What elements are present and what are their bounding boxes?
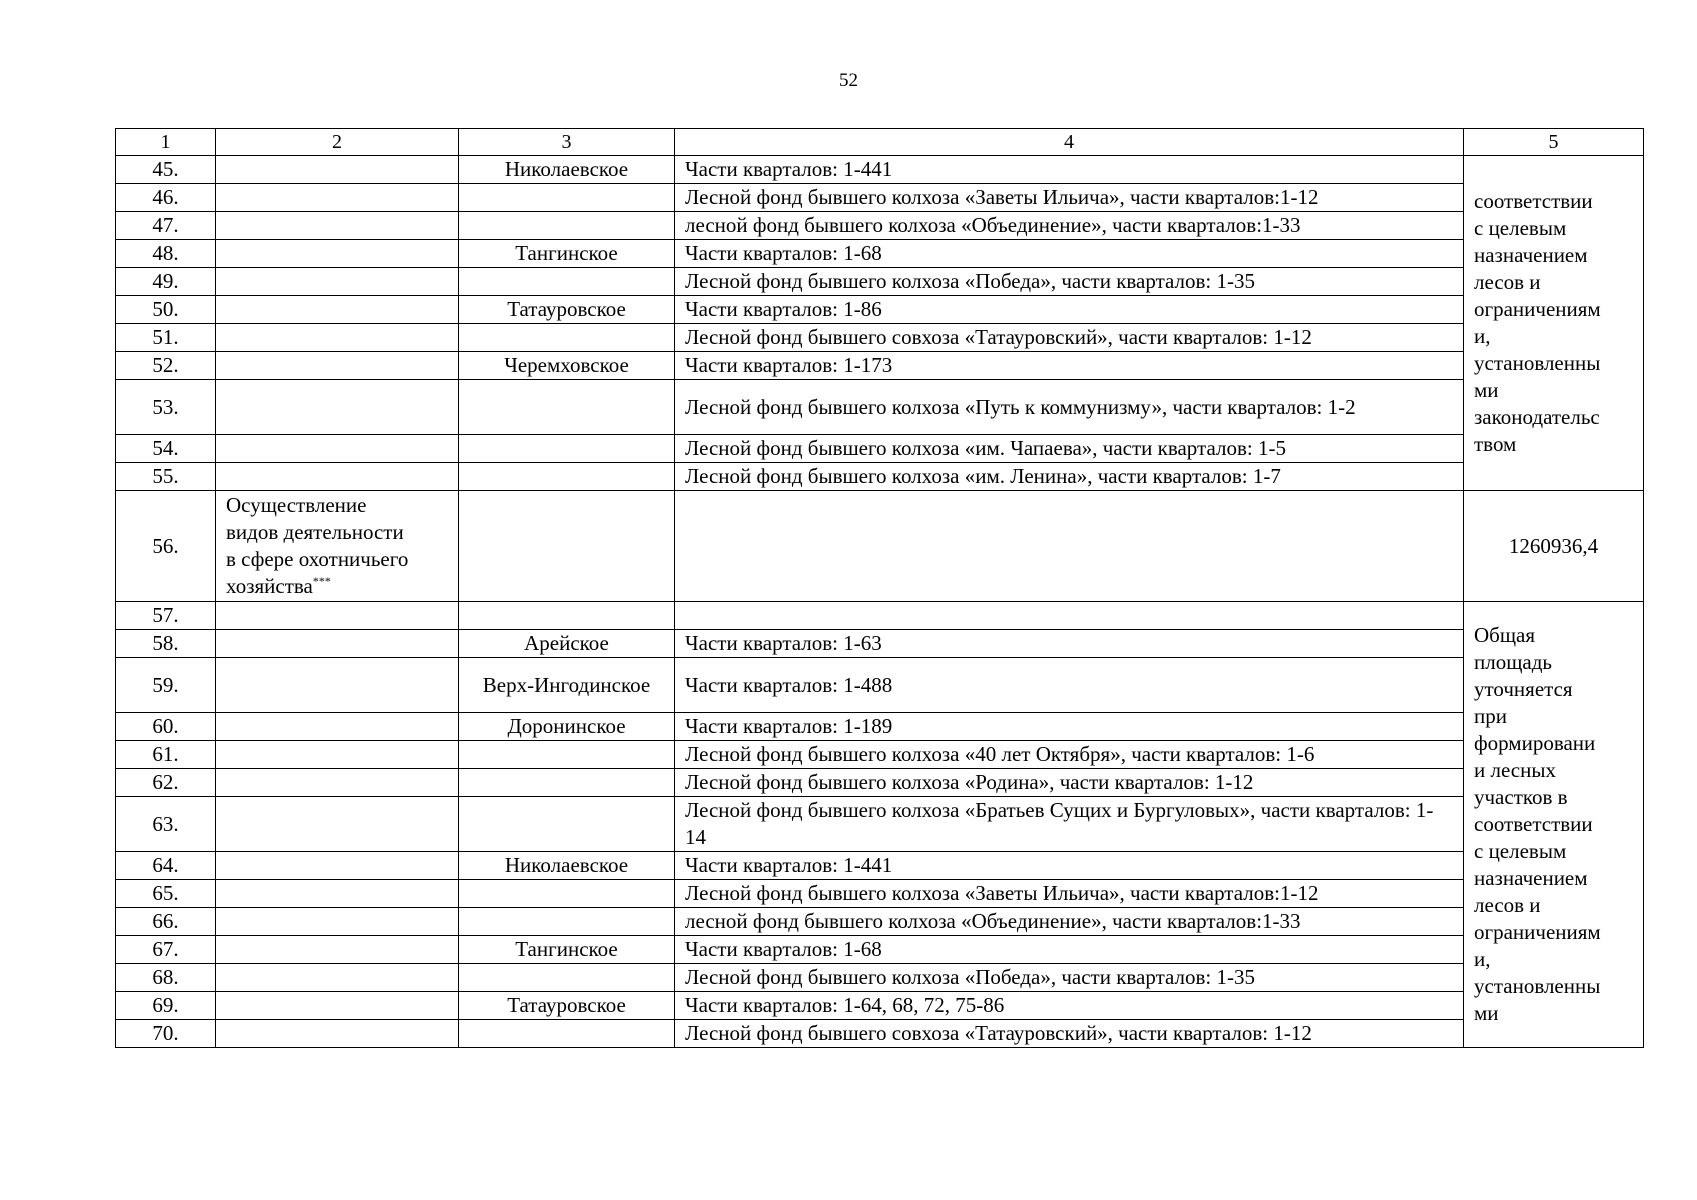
forestry-cell: Николаевское bbox=[459, 156, 675, 184]
activity-cell bbox=[216, 352, 459, 380]
row-number: 56. bbox=[116, 491, 216, 602]
table-row bbox=[116, 212, 1644, 240]
activity-cell bbox=[216, 769, 459, 797]
row-number: 65. bbox=[116, 880, 216, 908]
note-line: соответствии bbox=[1474, 812, 1593, 836]
activity-cell bbox=[216, 602, 459, 630]
activity-cell bbox=[216, 741, 459, 769]
table-row bbox=[116, 240, 1644, 268]
note-line: формировани bbox=[1474, 731, 1596, 755]
table-row bbox=[116, 268, 1644, 296]
forestry-cell bbox=[459, 324, 675, 352]
activity-cell bbox=[216, 240, 459, 268]
activity-line: Осуществление bbox=[226, 493, 367, 517]
footnote-marker: *** bbox=[312, 574, 331, 588]
location-cell: Лесной фонд бывшего колхоза «Путь к коммунизму», части кварталов: 1-2 bbox=[675, 380, 1464, 435]
location-cell: Лесной фонд бывшего совхоза «Татауровский», части кварталов: 1-12 bbox=[675, 1020, 1464, 1048]
row-number: 70. bbox=[116, 1020, 216, 1048]
page-number: 52 bbox=[839, 70, 858, 91]
row-number: 45. bbox=[116, 156, 216, 184]
table-row bbox=[116, 769, 1644, 797]
location-cell: Части кварталов: 1-63 bbox=[675, 630, 1464, 658]
forestry-cell bbox=[459, 769, 675, 797]
row-number: 51. bbox=[116, 324, 216, 352]
forestry-cell bbox=[459, 908, 675, 936]
table-row bbox=[116, 797, 1644, 852]
activity-line-text: хозяйства bbox=[226, 574, 313, 598]
header-col-3: 3 bbox=[459, 129, 675, 156]
activity-cell bbox=[216, 713, 459, 741]
location-cell bbox=[675, 602, 1464, 630]
activity-cell bbox=[216, 936, 459, 964]
table-row bbox=[116, 491, 1644, 602]
activity-cell bbox=[216, 1020, 459, 1048]
activity-cell bbox=[216, 463, 459, 491]
row-number: 55. bbox=[116, 463, 216, 491]
activity-cell bbox=[216, 908, 459, 936]
table-row bbox=[116, 380, 1644, 435]
row-number: 58. bbox=[116, 630, 216, 658]
row-number: 54. bbox=[116, 435, 216, 463]
forestry-cell: Черемховское bbox=[459, 352, 675, 380]
location-cell: Части кварталов: 1-68 bbox=[675, 936, 1464, 964]
header-col-1: 1 bbox=[116, 129, 216, 156]
location-cell: Части кварталов: 1-64, 68, 72, 75-86 bbox=[675, 992, 1464, 1020]
table-row bbox=[116, 852, 1644, 880]
table-row bbox=[116, 435, 1644, 463]
location-cell: Лесной фонд бывшего колхоза «Победа», части кварталов: 1-35 bbox=[675, 268, 1464, 296]
forestry-cell bbox=[459, 463, 675, 491]
location-cell: Лесной фонд бывшего колхоза «им. Чапаева», части кварталов: 1-5 bbox=[675, 435, 1464, 463]
table-row bbox=[116, 184, 1644, 212]
note-line: назначением bbox=[1474, 866, 1588, 890]
table-row bbox=[116, 936, 1644, 964]
location-cell: Лесной фонд бывшего колхоза «Победа», части кварталов: 1-35 bbox=[675, 964, 1464, 992]
row-number: 63. bbox=[116, 797, 216, 852]
activity-cell bbox=[216, 268, 459, 296]
location-cell: Части кварталов: 1-68 bbox=[675, 240, 1464, 268]
row-number: 60. bbox=[116, 713, 216, 741]
table-row bbox=[116, 324, 1644, 352]
forestry-cell: Тангинское bbox=[459, 240, 675, 268]
activity-cell bbox=[216, 852, 459, 880]
location-cell: Части кварталов: 1-441 bbox=[675, 852, 1464, 880]
forestry-cell: Татауровское bbox=[459, 296, 675, 324]
table-row bbox=[116, 658, 1644, 713]
activity-cell bbox=[216, 658, 459, 713]
forestry-cell: Арейское bbox=[459, 630, 675, 658]
table-row bbox=[116, 352, 1644, 380]
note-line: законодательс bbox=[1474, 405, 1600, 429]
header-col-4: 4 bbox=[675, 129, 1464, 156]
activity-cell bbox=[216, 156, 459, 184]
activity-cell bbox=[216, 797, 459, 852]
table-header-row bbox=[116, 129, 1644, 156]
forestry-cell: Верх-Ингодинское bbox=[459, 658, 675, 713]
table-row bbox=[116, 630, 1644, 658]
note-line: установленны bbox=[1474, 351, 1601, 375]
activity-cell bbox=[216, 491, 459, 602]
row-number: 68. bbox=[116, 964, 216, 992]
row-number: 49. bbox=[116, 268, 216, 296]
note-line: ми bbox=[1474, 1001, 1499, 1025]
location-cell: Лесной фонд бывшего колхоза «40 лет Октября», части кварталов: 1-6 bbox=[675, 741, 1464, 769]
row-number: 57. bbox=[116, 602, 216, 630]
forestry-cell bbox=[459, 797, 675, 852]
row-number: 66. bbox=[116, 908, 216, 936]
forestry-cell bbox=[459, 184, 675, 212]
note-line: лесов и bbox=[1474, 893, 1541, 917]
table-row bbox=[116, 992, 1644, 1020]
row-number: 46. bbox=[116, 184, 216, 212]
location-cell: лесной фонд бывшего колхоза «Объединение», части кварталов:1-33 bbox=[675, 908, 1464, 936]
forestry-cell: Тангинское bbox=[459, 936, 675, 964]
activity-line bbox=[226, 573, 448, 600]
header-col-5: 5 bbox=[1464, 129, 1644, 156]
forestry-table bbox=[115, 128, 1644, 1048]
activity-cell bbox=[216, 380, 459, 435]
table-row bbox=[116, 713, 1644, 741]
forestry-cell: Доронинское bbox=[459, 713, 675, 741]
activity-line: в сфере охотничьего bbox=[226, 547, 409, 571]
forestry-cell bbox=[459, 435, 675, 463]
location-cell: Части кварталов: 1-488 bbox=[675, 658, 1464, 713]
row-number: 48. bbox=[116, 240, 216, 268]
row-number: 69. bbox=[116, 992, 216, 1020]
note-line: твом bbox=[1474, 432, 1517, 456]
note-line: и, bbox=[1474, 324, 1491, 348]
table-row bbox=[116, 463, 1644, 491]
note-line: при bbox=[1474, 704, 1507, 728]
forestry-cell bbox=[459, 212, 675, 240]
activity-line: видов деятельности bbox=[226, 520, 404, 544]
location-cell: Лесной фонд бывшего совхоза «Татауровский», части кварталов: 1-12 bbox=[675, 324, 1464, 352]
table-row bbox=[116, 1020, 1644, 1048]
table-row bbox=[116, 296, 1644, 324]
table-row bbox=[116, 964, 1644, 992]
location-cell: Части кварталов: 1-441 bbox=[675, 156, 1464, 184]
location-cell: Лесной фонд бывшего колхоза «им. Ленина», части кварталов: 1-7 bbox=[675, 463, 1464, 491]
row-number: 59. bbox=[116, 658, 216, 713]
row-number: 53. bbox=[116, 380, 216, 435]
location-cell bbox=[675, 491, 1464, 602]
location-cell: Части кварталов: 1-189 bbox=[675, 713, 1464, 741]
location-cell: лесной фонд бывшего колхоза «Объединение», части кварталов:1-33 bbox=[675, 212, 1464, 240]
forestry-cell bbox=[459, 602, 675, 630]
note-line: соответствии bbox=[1474, 189, 1593, 213]
activity-cell bbox=[216, 630, 459, 658]
table-row bbox=[116, 602, 1644, 630]
note-cell bbox=[1464, 156, 1644, 491]
note-line: с целевым bbox=[1474, 839, 1567, 863]
activity-cell bbox=[216, 435, 459, 463]
note-line: установленны bbox=[1474, 974, 1601, 998]
location-cell: Части кварталов: 1-173 bbox=[675, 352, 1464, 380]
note-line: участков в bbox=[1474, 785, 1568, 809]
forestry-cell bbox=[459, 880, 675, 908]
note-line: и, bbox=[1474, 947, 1491, 971]
location-cell: Лесной фонд бывшего колхоза «Заветы Ильича», части кварталов:1-12 bbox=[675, 880, 1464, 908]
row-number: 67. bbox=[116, 936, 216, 964]
note-line: назначением bbox=[1474, 243, 1588, 267]
activity-cell bbox=[216, 992, 459, 1020]
note-line: и лесных bbox=[1474, 758, 1556, 782]
forestry-cell: Николаевское bbox=[459, 852, 675, 880]
row-number: 47. bbox=[116, 212, 216, 240]
row-number: 62. bbox=[116, 769, 216, 797]
activity-cell bbox=[216, 296, 459, 324]
note-line: лесов и bbox=[1474, 270, 1541, 294]
activity-cell bbox=[216, 880, 459, 908]
table-row bbox=[116, 741, 1644, 769]
activity-cell bbox=[216, 964, 459, 992]
row-number: 64. bbox=[116, 852, 216, 880]
forestry-cell bbox=[459, 741, 675, 769]
forestry-cell bbox=[459, 268, 675, 296]
header-col-2: 2 bbox=[216, 129, 459, 156]
activity-cell bbox=[216, 212, 459, 240]
row-number: 61. bbox=[116, 741, 216, 769]
forestry-cell bbox=[459, 380, 675, 435]
table-row bbox=[116, 156, 1644, 184]
note-line: уточняется bbox=[1474, 677, 1573, 701]
row-number: 50. bbox=[116, 296, 216, 324]
note-line: ограничениям bbox=[1474, 297, 1601, 321]
forestry-cell: Татауровское bbox=[459, 992, 675, 1020]
table-row bbox=[116, 908, 1644, 936]
note-line: ми bbox=[1474, 378, 1499, 402]
forestry-cell bbox=[459, 964, 675, 992]
activity-cell bbox=[216, 324, 459, 352]
note-line: с целевым bbox=[1474, 216, 1567, 240]
forestry-cell bbox=[459, 491, 675, 602]
area-cell: 1260936,4 bbox=[1464, 491, 1644, 602]
location-cell: Части кварталов: 1-86 bbox=[675, 296, 1464, 324]
location-cell: Лесной фонд бывшего колхоза «Братьев Сущих и Бургуловых», части кварталов: 1-14 bbox=[675, 797, 1464, 852]
location-cell: Лесной фонд бывшего колхоза «Заветы Ильича», части кварталов:1-12 bbox=[675, 184, 1464, 212]
activity-cell bbox=[216, 184, 459, 212]
row-number: 52. bbox=[116, 352, 216, 380]
location-cell: Лесной фонд бывшего колхоза «Родина», части кварталов: 1-12 bbox=[675, 769, 1464, 797]
note-line: площадь bbox=[1474, 650, 1552, 674]
forestry-cell bbox=[459, 1020, 675, 1048]
table-row bbox=[116, 880, 1644, 908]
note-cell bbox=[1464, 602, 1644, 1048]
note-line: Общая bbox=[1474, 623, 1536, 647]
note-line: ограничениям bbox=[1474, 920, 1601, 944]
